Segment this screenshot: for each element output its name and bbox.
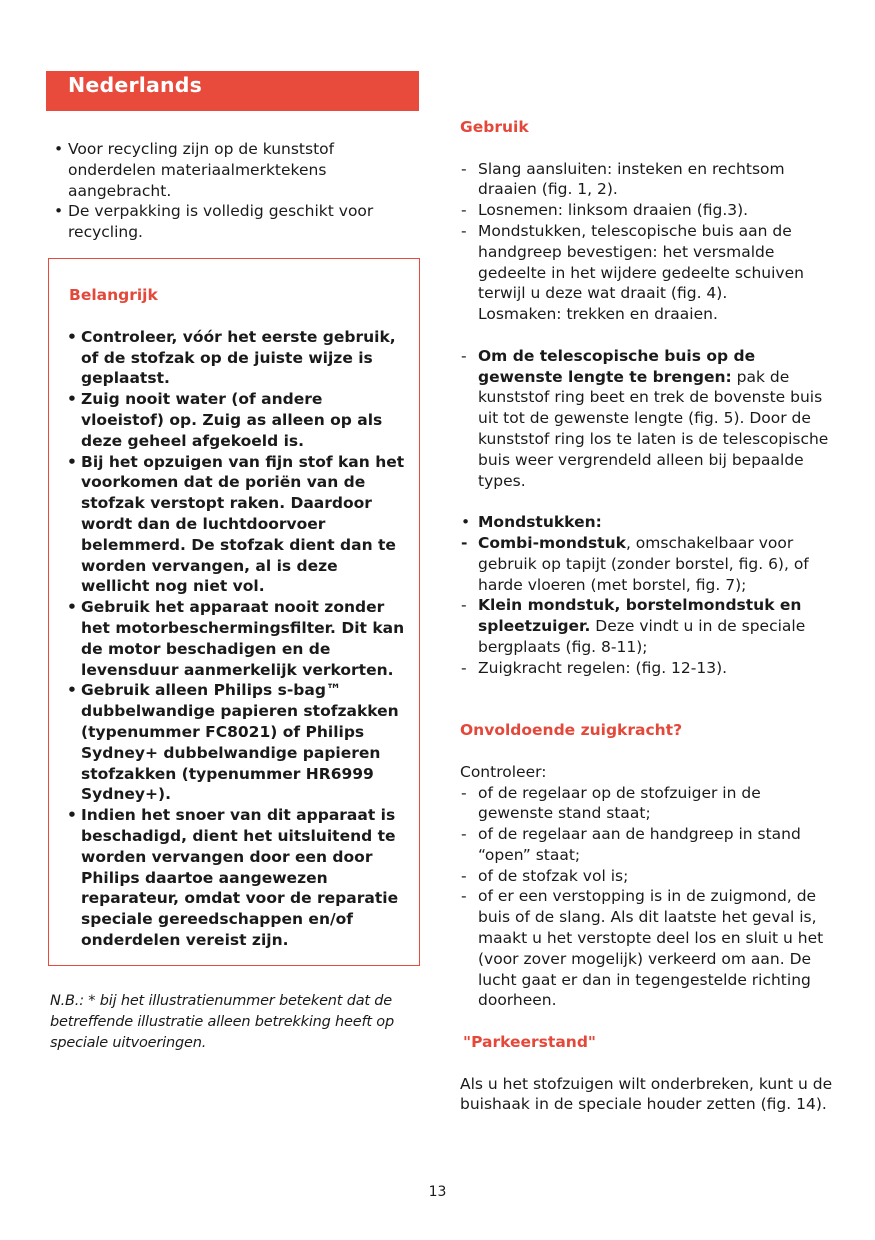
list-item: - of de regelaar aan de handgreep in stand “open” staat; [460, 824, 840, 866]
important-heading: Belangrijk [69, 286, 158, 304]
language-banner: Nederlands [46, 71, 419, 111]
onvoldoende-heading: Onvoldoende zuigkracht? [460, 721, 683, 740]
list-item: • Controleer, vóór het eerste gebruik, of de stofzak op de juiste wijze is geplaatst. [67, 327, 409, 389]
klein-label: Klein mondstuk, borstelmondstuk en spleetzuiger. [478, 596, 802, 636]
klein-text: Deze vindt u in de speciale bergplaats (fig. 8-11); [478, 617, 806, 656]
list-item: - Zuigkracht regelen: (fig. 12-13). [460, 658, 840, 679]
list-item: • Zuig nooit water (of andere vloeistof) op. Zuig as alleen op als deze geheel afgekoeld is. [67, 389, 409, 451]
list-item-text: - Mondstukken, telescopische buis aan de handgreep bevestigen: het versmalde gedeelte in het wijdere gedeelte schuiven terwijl u deze wat draait (fig. 4). [478, 221, 804, 303]
combi-text: , omschakelbaar voor gebruik op tapijt (zonder borstel, fig. 6), of harde vloeren (met borstel, fig. 7); [478, 533, 809, 594]
left-column [50, 139, 420, 243]
onvoldoende-list [460, 783, 840, 1012]
important-notice-box [48, 258, 420, 966]
telescope-text: pak de kunststof ring beet en trek de bovenste buis uit tot de gewenste lengte (fig. 5). Door de kunststof ring los te laten is de telescopische buis weer vergrendeld alleen bij bepaalde types. [478, 367, 829, 490]
list-item: • Gebruik alleen Philips s-bag™ dubbelwandige papieren stofzakken (typenummer FC8021) of Philips Sydney+ dubbelwandige papieren stofzakken (typenummer HR6999 Sydney+). [67, 680, 409, 805]
list-item: - of de regelaar op de stofzuiger in de gewenste stand staat; [460, 783, 840, 825]
list-item: - Slang aansluiten: insteken en rechtsom draaien (fig. 1, 2). [460, 159, 840, 201]
parkeer-text: Als u het stofzuigen wilt onderbreken, kunt u de buishaak in de speciale houder zetten (fig. 14). [460, 1074, 833, 1114]
list-item: • Bij het opzuigen van fijn stof kan het voorkomen dat de poriën van de stofzak verstopt raken. Daardoor wordt dan de luchtdoorvoer belemmerd. De stofzak dient dan te worden vervangen, al is deze wellicht nog niet vol. [67, 452, 409, 598]
telescope-label: Om de telescopische buis op de gewenste lengte te brengen: [478, 346, 756, 386]
recycling-list [50, 139, 420, 243]
list-item: • Indien het snoer van dit apparaat is beschadigd, dient het uitsluitend te worden vervangen door een door Philips daartoe aangewezen reparateur, omdat voor de reparatie speciale gereedschappen en/of onderdelen vereist zijn. [67, 805, 409, 951]
list-item [460, 346, 840, 492]
list-item: • Gebruik het apparaat nooit zonder het motorbeschermingsfilter. Dit kan de motor beschadigen en de levensduur aanmerkelijk verkorten. [67, 597, 409, 680]
list-item [460, 595, 840, 657]
list-item: - of de stofzak vol is; [460, 866, 840, 887]
list-item: - of er een verstopping is in de zuigmond, de buis of de slang. Als dit laatste het geval is, maakt u het verstopte deel los en sluit u het (voor zover mogelijk) verkeerd om aan. De lucht gaat er dan in tegengestelde richting doorheen. [460, 886, 840, 1011]
footnote: N.B.: * bij het illustratienummer betekent dat de betreffende illustratie alleen betrekking heeft op speciale uitvoeringen. [50, 993, 394, 1052]
parkeer-heading: "Parkeerstand" [463, 1033, 596, 1052]
right-column [460, 117, 840, 1115]
onvoldoende-intro: Controleer: [460, 762, 547, 781]
list-item: - Losnemen: linksom draaien (fig.3). [460, 200, 840, 221]
telescope-list [460, 346, 840, 492]
list-item [460, 533, 840, 595]
list-item: • De verpakking is volledig geschikt voor recycling. [50, 201, 420, 243]
gebruik-list [460, 159, 840, 325]
list-item [460, 512, 840, 533]
mondstukken-list [460, 512, 840, 678]
list-item: • Voor recycling zijn op de kunststof onderdelen materiaalmerktekens aangebracht. [50, 139, 420, 201]
page-number: 13 [428, 1184, 447, 1200]
combi-label: Combi-mondstuk [478, 533, 626, 552]
gebruik-heading: Gebruik [460, 118, 529, 136]
list-item-extra: Losmaken: trekken en draaien. [478, 305, 718, 324]
important-list [67, 327, 409, 951]
list-item [460, 221, 840, 325]
mondstukken-label: Mondstukken: [478, 513, 602, 532]
